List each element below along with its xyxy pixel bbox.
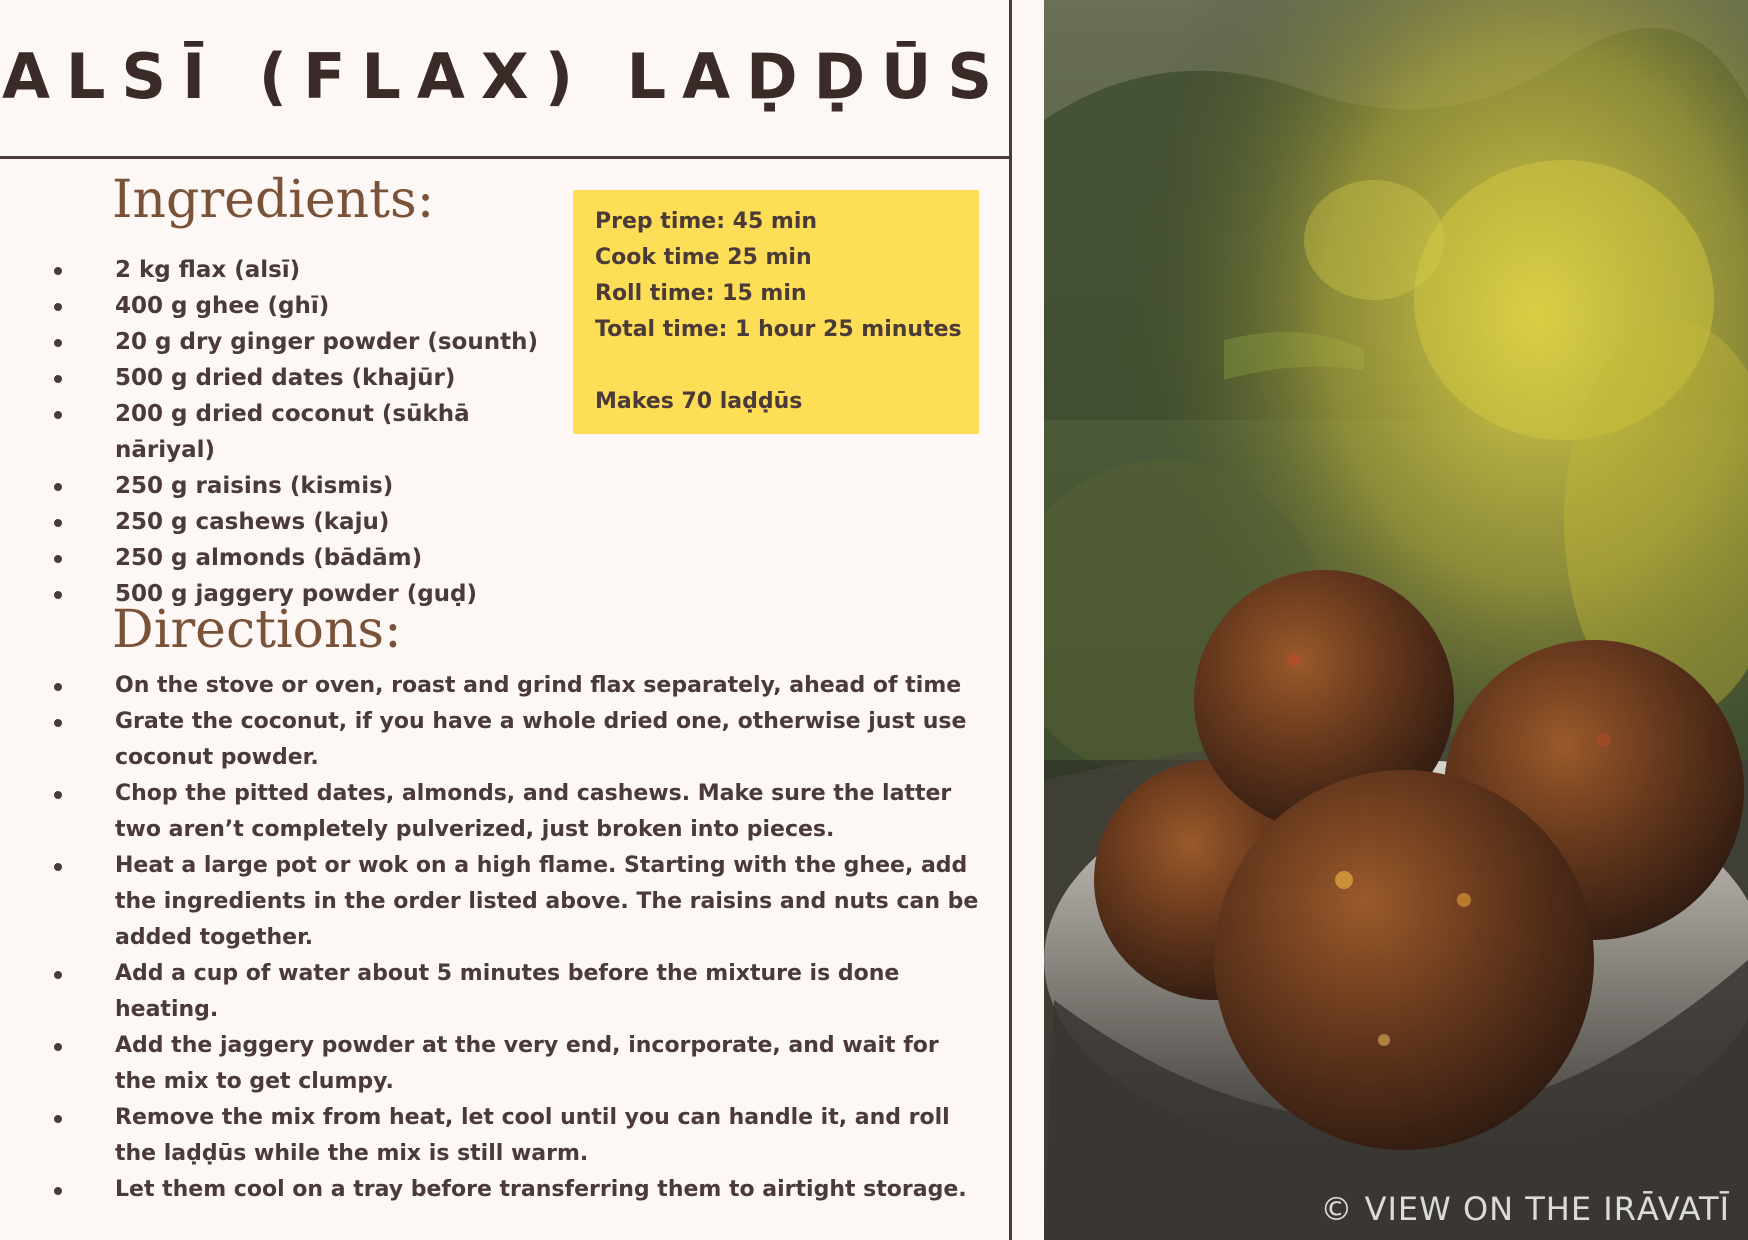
directions-list [83, 668, 983, 1208]
direction-step: Heat a large pot or wok on a high flame. Starting with the ghee, add the ingredients in the order listed above. The raisins and nuts can be added together. [83, 848, 983, 956]
direction-step: Chop the pitted dates, almonds, and cashews. Make sure the latter two aren’t completely pulverized, just broken into pieces. [83, 776, 983, 848]
ingredient-item: 400 g ghee (ghī) [83, 288, 563, 324]
nut-piece [1378, 1034, 1390, 1046]
ingredients-heading: Ingredients: [112, 170, 435, 230]
direction-step: Remove the mix from heat, let cool until you can handle it, and roll the laḍḍūs while the mix is still warm. [83, 1100, 983, 1172]
nut-piece [1597, 733, 1611, 747]
ingredient-item: 200 g dried coconut (sūkhā nāriyal) [83, 396, 563, 468]
ingredient-item: 500 g dried dates (khajūr) [83, 360, 563, 396]
yield: Makes 70 laḍḍūs [595, 389, 803, 414]
title-divider [0, 156, 1010, 159]
ingredient-item: 250 g almonds (bādām) [83, 540, 563, 576]
laddu-photo-illustration [1044, 0, 1748, 1240]
cook-time: Cook time 25 min [595, 245, 812, 270]
photo-watermark: © VIEW ON THE IRĀVATĪ [1320, 1190, 1730, 1228]
direction-step: Add the jaggery powder at the very end, incorporate, and wait for the mix to get clumpy. [83, 1028, 983, 1100]
ingredient-item: 500 g jaggery powder (guḍ) [83, 576, 563, 612]
raisin [1335, 871, 1353, 889]
ingredients-list [83, 252, 563, 612]
nut-piece [1457, 893, 1471, 907]
ingredient-item: 250 g cashews (kaju) [83, 504, 563, 540]
tree-canopy [1304, 180, 1444, 300]
direction-step: On the stove or oven, roast and grind flax separately, ahead of time [83, 668, 983, 704]
roll-time: Roll time: 15 min [595, 281, 807, 306]
recipe-title: ALSĪ (FLAX) LAḌḌŪS [1, 40, 1009, 113]
direction-step: Let them cool on a tray before transferring them to airtight storage. [83, 1172, 983, 1208]
laddu-photo [1044, 0, 1748, 1240]
laddu [1214, 770, 1594, 1150]
panel-divider [1009, 0, 1012, 1240]
time-info-box [573, 190, 979, 434]
ingredient-item: 2 kg flax (alsī) [83, 252, 563, 288]
ingredient-item: 20 g dry ginger powder (sounth) [83, 324, 563, 360]
nut-piece [1288, 654, 1300, 666]
prep-time: Prep time: 45 min [595, 209, 818, 234]
direction-step: Add a cup of water about 5 minutes before the mixture is done heating. [83, 956, 983, 1028]
directions-heading: Directions: [112, 600, 402, 660]
ingredient-item: 250 g raisins (kismis) [83, 468, 563, 504]
direction-step: Grate the coconut, if you have a whole dried one, otherwise just use coconut powder. [83, 704, 983, 776]
total-time: Total time: 1 hour 25 minutes [595, 317, 962, 342]
